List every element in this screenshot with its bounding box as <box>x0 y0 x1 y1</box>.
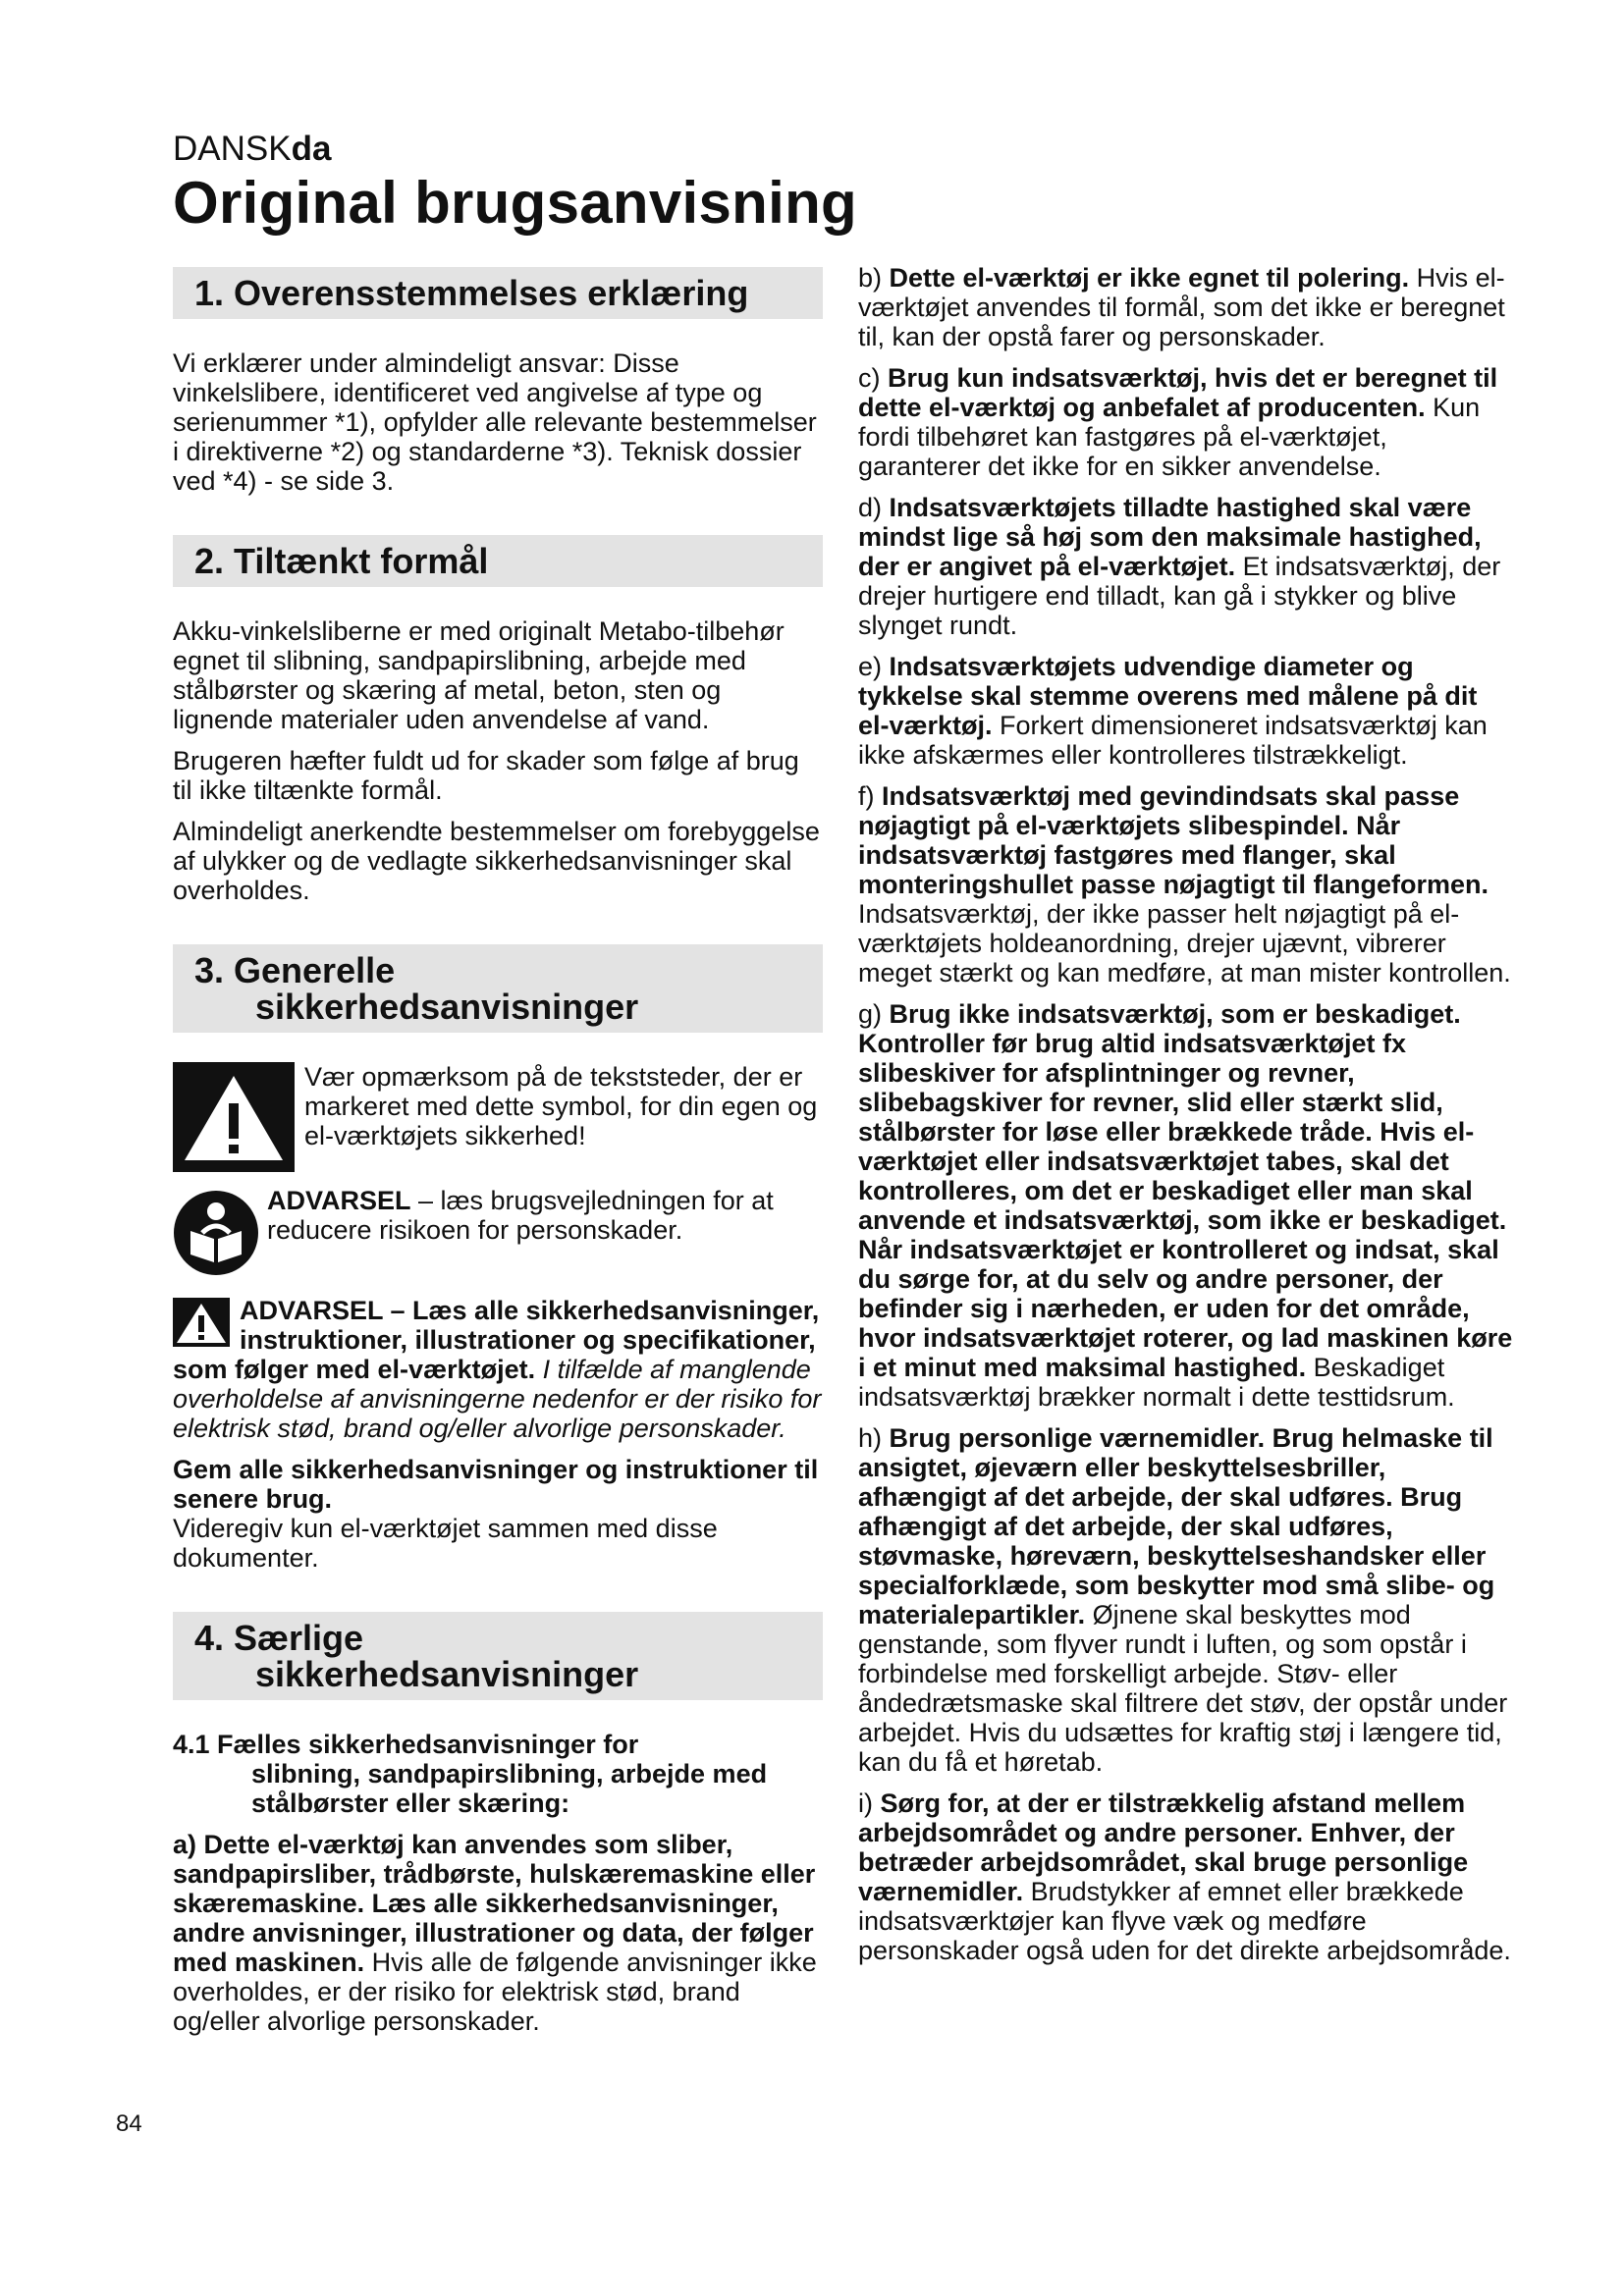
section-3-heading <box>173 944 823 1033</box>
item-g-label: g) <box>858 999 890 1029</box>
section-4-heading <box>173 1612 823 1700</box>
section-3-heading-line2: sikkerhedsanvisninger <box>255 987 639 1027</box>
general-warning-bold: ADVARSEL – Læs alle sikkerhedsanvisninger, instruktioner, illustrationer og specifikationer, som følger med el-værktøjet. <box>173 1296 820 1384</box>
item-d-bold: Indsatsværktøjets tilladte hastighed skal være mindst lige så høj som den maksimale hastighed, der er angivet på el-værktøjet. <box>858 493 1482 581</box>
general-warning-italic: I tilfælde af manglende overholdelse af anvisningerne nedenfor er der risiko for elektrisk stød, brand og/eller alvorlige personskader. <box>173 1355 822 1443</box>
section-2-heading: 2. Tiltænkt formål <box>173 535 823 587</box>
right-column <box>858 263 1514 1977</box>
keep-instructions-bold: Gem alle sikkerhedsanvisninger og instruktioner til senere brug. <box>173 1455 819 1514</box>
left-column <box>173 267 823 2048</box>
section-3-heading-line1: 3. Generelle <box>194 950 396 990</box>
item-c-bold: Brug kun indsatsværktøj, hvis det er beregnet til dette el-værktøj og anbefalet af producenten. <box>858 363 1498 422</box>
item-h-bold: Brug personlige værnemidler. Brug helmaske til ansigtet, øjeværn eller beskyttelsesbriller, afhængigt af det arbejde, der skal udføres. Brug afhængigt af det arbejde, der skal udføres, støvmaske, høreværn, beskyttelseshandsker eller specialforklæde, som beskytter mod små slibe- og materialepartikler. <box>858 1423 1495 1629</box>
item-f-bold: Indsatsværktøj med gevindindsats skal passe nøjagtigt på el-værktøjets slibespindel. Når indsatsværktøj fastgøres med flanger, skal monteringshullet passe nøjagtigt til flangeformen. <box>858 781 1489 899</box>
section-2-p3: Almindeligt anerkendte bestemmelser om forebyggelse af ulykker og de vedlagte sikkerhedsanvisninger skal overholdes. <box>173 817 820 905</box>
item-i-text: Brudstykker af emnet eller brækkede indsatsværktøjer kan flyve væk og medføre personskader også uden for det direkte arbejdsområde. <box>858 1877 1511 1965</box>
item-h-text: Øjnene skal beskyttes mod genstande, som flyver rundt i luften, og som opstår i forbindelse med forskelligt arbejde. Støv- eller åndedrætsmaske skal filtrere det støv, der opstår under arbejdet. Hvis du udsættes for kraftig støj i længere tid, kan du få et høretab. <box>858 1600 1508 1777</box>
item-d-text: Et indsatsværktøj, der drejer hurtigere end tilladt, kan gå i stykker og blive slynget rundt. <box>858 552 1501 640</box>
item-h-label: h) <box>858 1423 890 1453</box>
item-h <box>858 1423 1514 1777</box>
page-number: 84 <box>116 2110 142 2137</box>
language-label <box>173 130 331 169</box>
general-warning-paragraph <box>173 1296 823 1443</box>
subsection-4-1-line2: slibning, sandpapirslibning, arbejde med stålbørster eller skæring: <box>251 1759 768 1818</box>
page-title: Original brugsanvisning <box>173 170 857 236</box>
item-i-bold: Sørg for, at der er tilstrækkelig afstand mellem arbejdsområdet og andre personer. Enhver, der betræder arbejdsområdet, skal bruge personlige værnemidler. <box>858 1789 1469 1906</box>
item-a <box>173 1830 823 2036</box>
item-a-bold: a) Dette el-værktøj kan anvendes som sliber, sandpapirsliber, trådbørste, hulskæremaskine eller skæremaskine. Læs alle sikkerhedsanvisninger, andre anvisninger, illustrationer og data, der følger med maskinen. <box>173 1830 816 1977</box>
warning-triangle-icon <box>173 1062 295 1172</box>
item-f-label: f) <box>858 781 882 811</box>
item-c <box>858 363 1514 481</box>
language-regular: DANSK <box>173 130 292 168</box>
item-e <box>858 652 1514 770</box>
item-g-text: Beskadiget indsatsværktøj brækker normalt i dette testtidsrum. <box>858 1353 1455 1412</box>
keep-instructions-text: Videregiv kun el-værktøjet sammen med disse dokumenter. <box>173 1514 718 1573</box>
item-g-bold: Brug ikke indsatsværktøj, som er beskadiget. Kontroller før brug altid indsatsværktøjet fx slibeskiver for afsplintninger og revner, slibebagskiver for revner, slid eller stærkt slid, stålbørster for løse eller brækkede tråde. Hvis el-værktøjet eller indsatsværktøjet tabes, skal det kontrolleres, om det er beskadiget eller man skal anvende et indsatsværktøj, som ikke er beskadiget. Når indsatsværktøjet er kontrolleret og indsat, skal du sørge for, at du selv og andre personer, der befinder sig i nærheden, er uden for det område, hvor indsatsværktøjet roterer, og lad maskinen køre i et minut med maksimal hastighed. <box>858 999 1513 1382</box>
item-b-text: Hvis el-værktøjet anvendes til formål, som det ikke er beregnet til, kan der opstå farer og personskader. <box>858 263 1505 351</box>
section-2-p1: Akku-vinkelsliberne er med originalt Metabo-tilbehør egnet til slibning, sandpapirslibning, arbejde med stålbørster og skæring af metal, beton, sten og lignende materialer uden anvendelse af vand. <box>173 616 785 734</box>
warning-symbol-text: Vær opmærksom på de tekststeder, der er markeret med dette symbol, for din egen og el-værktøjets sikkerhed! <box>304 1062 818 1150</box>
item-e-text: Forkert dimensioneret indsatsværktøj kan ikke afskærmes eller kontrolleres tilstrækkeligt. <box>858 711 1488 770</box>
item-c-text: Kun fordi tilbehøret kan fastgøres på el-værktøjet, garanterer det ikke for en sikker anvendelse. <box>858 393 1481 481</box>
item-f-text: Indsatsværktøj, der ikke passer helt nøjagtigt på el-værktøjets holdeanordning, drejer ujævnt, vibrerer meget stærkt og kan medføre, at man mister kontrollen. <box>858 899 1511 988</box>
section-4-heading-line2: sikkerhedsanvisninger <box>255 1654 639 1694</box>
subsection-4-1-heading <box>173 1730 823 1818</box>
section-2-p2: Brugeren hæfter fuldt ud for skader som følge af brug til ikke tiltænkte formål. <box>173 746 799 805</box>
item-d-label: d) <box>858 493 890 522</box>
language-code: da <box>291 130 332 168</box>
read-manual-text: – læs brugsvejledningen for at reducere risikoen for personskader. <box>267 1186 774 1245</box>
subsection-4-1-line1: 4.1 Fælles sikkerhedsanvisninger for <box>173 1730 639 1759</box>
item-f <box>858 781 1514 988</box>
item-i <box>858 1789 1514 1965</box>
item-i-label: i) <box>858 1789 881 1818</box>
section-4-heading-line1: 4. Særlige <box>194 1618 364 1658</box>
item-g <box>858 999 1514 1412</box>
read-manual-label: ADVARSEL <box>267 1186 411 1215</box>
item-d <box>858 493 1514 640</box>
item-b-label: b) <box>858 263 890 293</box>
warning-symbol-row <box>173 1062 823 1172</box>
section-1-heading: 1. Overensstemmelses erklæring <box>173 267 823 319</box>
item-a-text: Hvis alle de følgende anvisninger ikke overholdes, er der risiko for elektrisk stød, brand og/eller alvorlige personskader. <box>173 1948 817 2036</box>
item-e-label: e) <box>858 652 890 681</box>
read-manual-row <box>173 1186 823 1276</box>
item-b <box>858 263 1514 351</box>
item-b-bold: Dette el-værktøj er ikke egnet til polering. <box>889 263 1410 293</box>
read-manual-icon <box>173 1190 259 1276</box>
warning-small-icon <box>173 1298 230 1347</box>
item-c-label: c) <box>858 363 888 393</box>
section-1-body: Vi erklærer under almindeligt ansvar: Disse vinkelslibere, identificeret ved angivelse af type og serienummer *1), opfylder alle relevante bestemmelser i direktiverne *2) og standarderne *3). Teknisk dossier ved *4) - se side 3. <box>173 348 817 496</box>
item-e-bold: Indsatsværktøjets udvendige diameter og tykkelse skal stemme overens med målene på dit el-værktøj. <box>858 652 1478 740</box>
